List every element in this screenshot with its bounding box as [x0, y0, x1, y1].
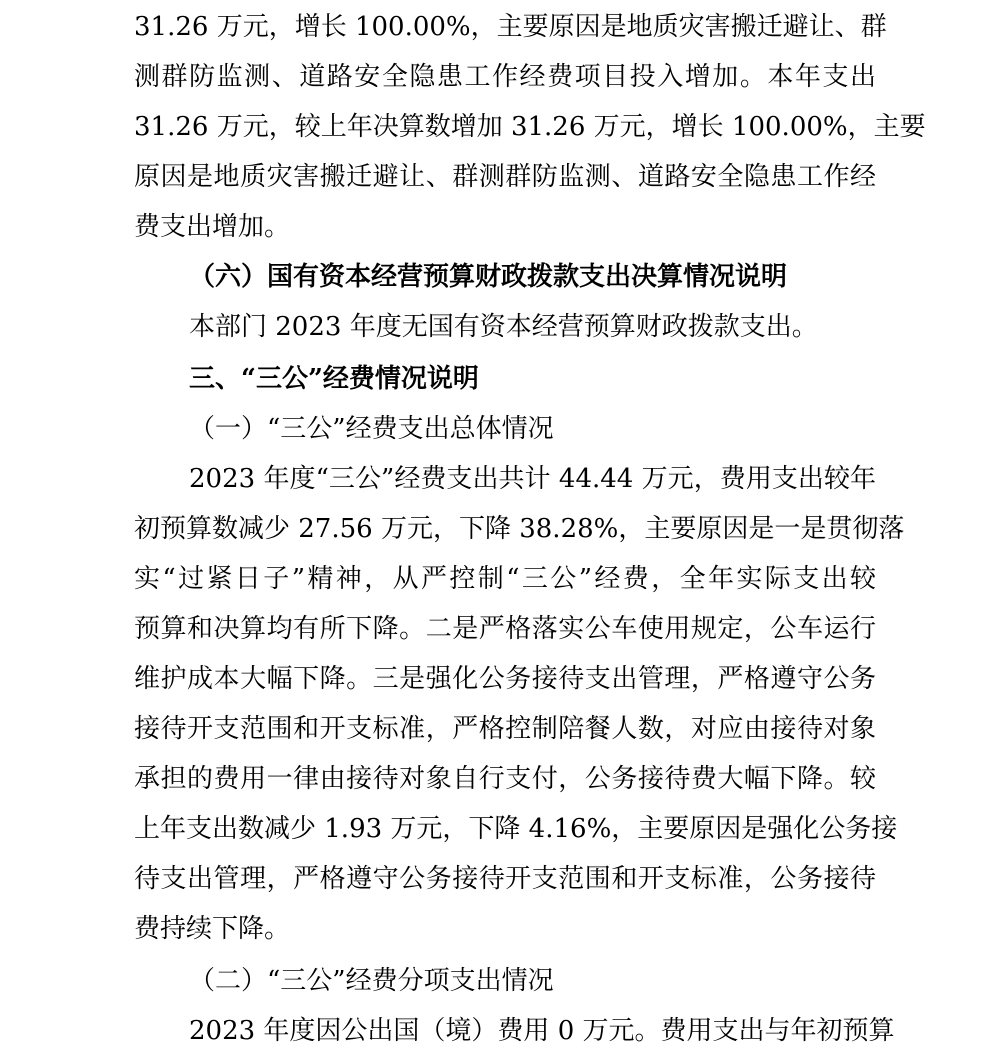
paragraph-line: 原因是地质灾害搬迁避让、群测群防监测、道路安全隐患工作经 [134, 162, 876, 192]
section-heading-3: 三、“三公”经费情况说明 [189, 364, 479, 394]
paragraph-line: 2023 年度“三公”经费支出共计 44.44 万元，费用支出较年 [189, 464, 876, 494]
paragraph-line: 初预算数减少 27.56 万元，下降 38.28%，主要原因是一是贯彻落 [134, 514, 905, 544]
paragraph-line: 承担的费用一律由接待对象自行支付，公务接待费大幅下降。较 [134, 764, 876, 794]
paragraph-line: 31.26 万元，较上年决算数增加 31.26 万元，增长 100.00%，主要 [134, 112, 926, 142]
paragraph-line: 费持续下降。 [134, 914, 291, 944]
subsection-heading-1: （一）“三公”经费支出总体情况 [189, 414, 554, 444]
paragraph-line: 2023 年度因公出国（境）费用 0 万元。费用支出与年初预算 [189, 1016, 895, 1046]
paragraph-line: 预算和决算均有所下降。二是严格落实公车使用规定，公车运行 [134, 614, 876, 644]
subsection-heading-2: （二）“三公”经费分项支出情况 [189, 966, 554, 996]
paragraph-line: 31.26 万元，增长 100.00%，主要原因是地质灾害搬迁避让、群 [134, 12, 887, 42]
paragraph-line: 维护成本大幅下降。三是强化公务接待支出管理，严格遵守公务 [134, 664, 876, 694]
paragraph-line: 费支出增加。 [134, 212, 291, 242]
paragraph-line: 测群防监测、道路安全隐患工作经费项目投入增加。本年支出 [134, 62, 876, 92]
section-heading-6: （六）国有资本经营预算财政拨款支出决算情况说明 [189, 262, 788, 292]
paragraph-line: 上年支出数减少 1.93 万元，下降 4.16%，主要原因是强化公务接 [134, 814, 898, 844]
section-body-6: 本部门 2023 年度无国有资本经营预算财政拨款支出。 [189, 312, 818, 342]
paragraph-line: 接待开支范围和开支标准，严格控制陪餐人数，对应由接待对象 [134, 714, 876, 744]
paragraph-line: 待支出管理，严格遵守公务接待开支范围和开支标准，公务接待 [134, 864, 876, 894]
paragraph-line: 实“过紧日子”精神，从严控制“三公”经费，全年实际支出较 [134, 564, 876, 594]
